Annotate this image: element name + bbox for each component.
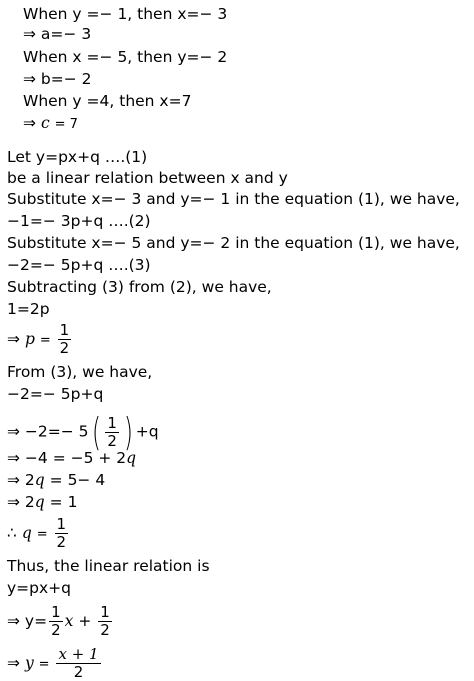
right-paren: ) (123, 410, 133, 454)
substituted-p-line (7, 412, 159, 452)
numerator: 1 (51, 603, 61, 621)
plus-q: +q (135, 422, 159, 441)
y-expanded-line (7, 604, 114, 639)
equals-sign: = (36, 527, 48, 542)
let-line: Let y=px+q ….(1) (7, 148, 148, 166)
one-equals-2p: 1=2p (7, 300, 50, 318)
fraction-half (98, 604, 112, 639)
denominator: 2 (73, 663, 84, 681)
var-p: p (24, 330, 35, 348)
denominator: 2 (51, 621, 61, 639)
equation-2: −1=− 3p+q ….(2) (7, 212, 151, 230)
step-line-2: ⇒ a=− 3 (23, 25, 92, 43)
q-result-line (7, 516, 70, 551)
step-rhs: = 5− 4 (49, 471, 106, 489)
step-rhs: = 1 (49, 493, 78, 511)
var-c: c (40, 114, 50, 132)
fraction-x-plus-1-over-2 (56, 646, 100, 681)
step-text: ⇒ 2 (7, 471, 35, 489)
step-2q-5minus4 (7, 470, 105, 490)
denominator: 2 (107, 431, 117, 450)
var-x: x (64, 612, 74, 630)
left-paren: ( (91, 410, 101, 454)
p-result-line (7, 322, 73, 357)
final-result-line (7, 646, 103, 681)
numerator: x + 1 (58, 645, 99, 663)
denominator: 2 (56, 533, 67, 551)
substitute-line-2: Substitute x=− 5 and y=− 2 in the equation (1), we have, (7, 234, 460, 252)
from-3-line: From (3), we have, (7, 363, 153, 381)
equals-sign: = (38, 657, 50, 672)
var-q: q (21, 524, 32, 542)
fraction-half (58, 322, 72, 357)
step-text: ⇒ −4 = −5 + 2 (7, 449, 127, 467)
substitute-line-1: Substitute x=− 3 and y=− 1 in the equation (1), we have, (7, 190, 460, 208)
equals-sign: = (39, 333, 51, 348)
relation-repeat: y=px+q (7, 579, 71, 597)
numerator: 1 (107, 413, 117, 432)
fraction-half (49, 604, 63, 639)
step-line-5: When y =4, then x=7 (23, 92, 192, 110)
implies-symbol: ⇒ (23, 114, 36, 132)
step-minus4 (7, 448, 136, 468)
step-text: ⇒ 2 (7, 493, 35, 511)
step-line-4: ⇒ b=− 2 (23, 70, 92, 88)
subtracting-line: Subtracting (3) from (2), we have, (7, 278, 272, 296)
var-q: q (126, 449, 137, 467)
relation-line: be a linear relation between x and y (7, 169, 288, 187)
numerator: 1 (59, 321, 70, 339)
equation-3: −2=− 5p+q ….(3) (7, 256, 151, 274)
var-q: q (34, 493, 45, 511)
numerator: 1 (100, 603, 110, 621)
step-line-3: When x =− 5, then y=− 2 (23, 48, 228, 66)
step-line-6 (23, 113, 78, 135)
plus-sign: + (78, 612, 92, 630)
thus-line: Thus, the linear relation is (7, 557, 210, 575)
fraction-half (55, 516, 69, 551)
therefore-symbol: ∴ (7, 524, 17, 542)
step-2q-1 (7, 492, 77, 512)
denominator: 2 (59, 339, 70, 357)
step-line-1: When y =− 1, then x=− 3 (23, 5, 228, 23)
var-q: q (34, 471, 45, 489)
denominator: 2 (100, 621, 110, 639)
fraction-half (105, 415, 119, 450)
implies-symbol: ⇒ (7, 330, 20, 348)
equals-seven: = 7 (54, 117, 78, 132)
substitution-text: ⇒ −2=− 5 (7, 422, 89, 441)
step-text: ⇒ y= (7, 612, 48, 630)
implies-symbol: ⇒ (7, 654, 20, 672)
numerator: 1 (56, 515, 67, 533)
var-y: y (24, 654, 34, 672)
equation-3-repeat: −2=− 5p+q (7, 385, 104, 403)
